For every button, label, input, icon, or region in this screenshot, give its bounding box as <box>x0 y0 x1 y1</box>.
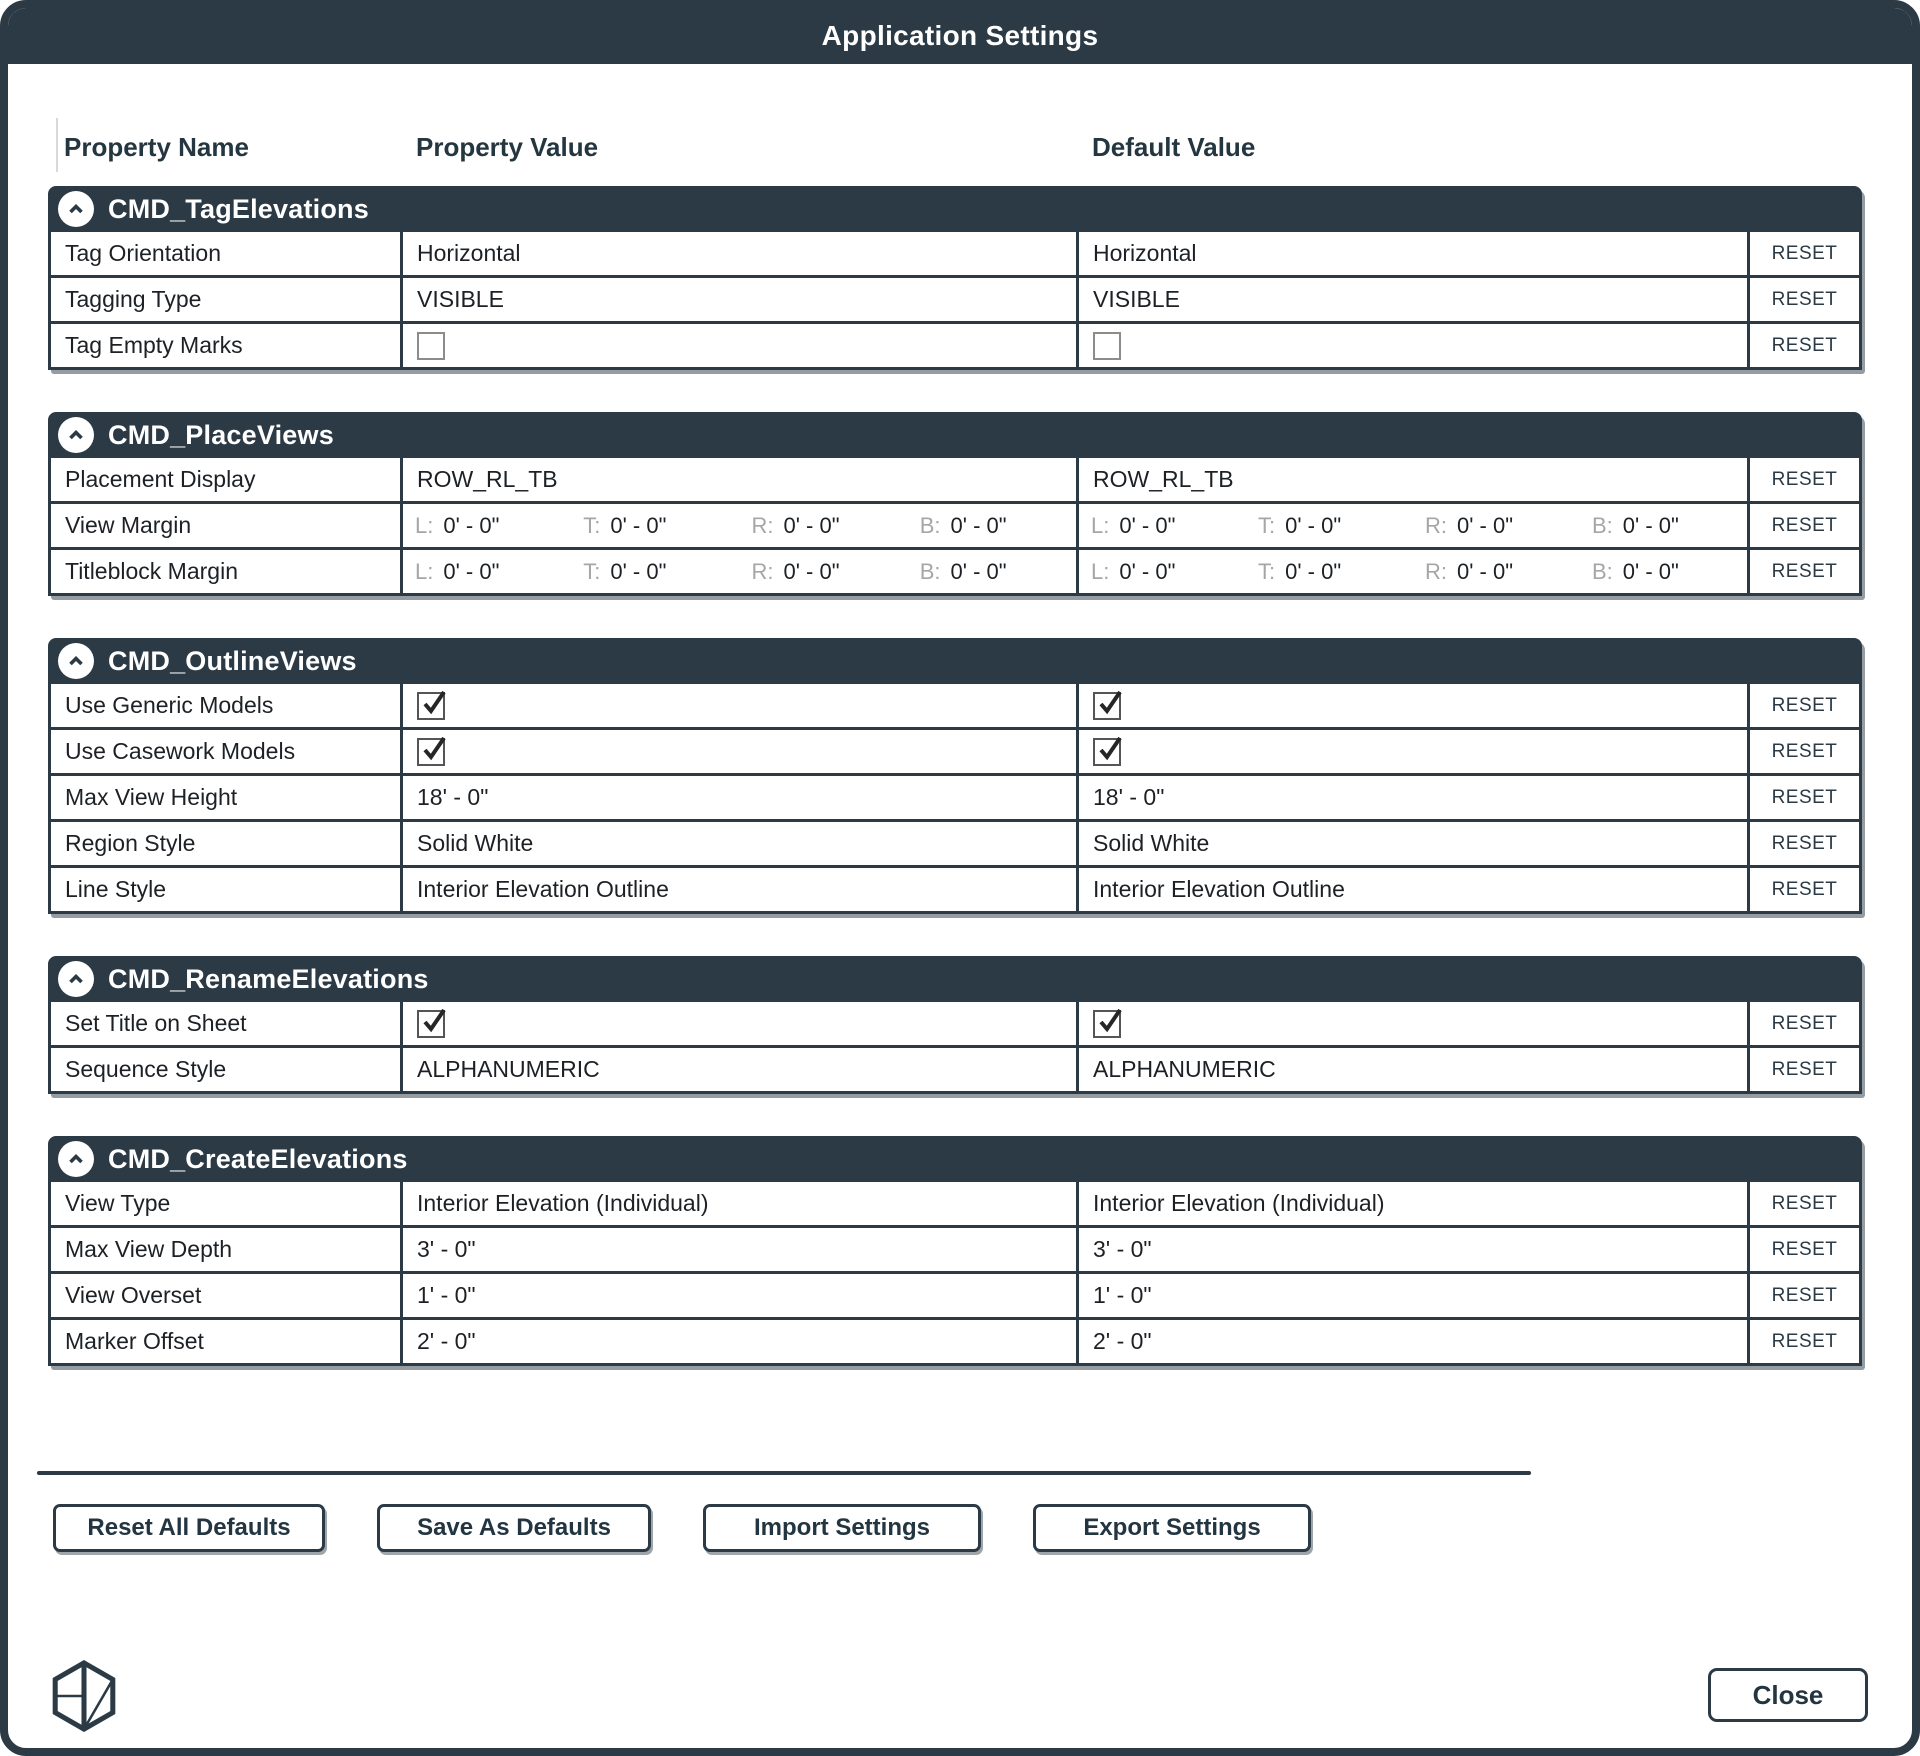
property-name-cell: Tagging Type <box>48 278 400 324</box>
margin-top-field[interactable] <box>571 559 739 585</box>
column-header-property-value: Property Value <box>416 132 599 162</box>
margin-label: B: <box>1592 512 1613 538</box>
reset-button[interactable]: RESET <box>1750 550 1862 596</box>
margin-top-field <box>1246 559 1413 585</box>
property-name-cell: Region Style <box>48 822 400 868</box>
property-value-cell[interactable]: ALPHANUMERIC <box>400 1048 1076 1094</box>
margin-left-field[interactable] <box>403 559 571 585</box>
table-row <box>48 1002 1862 1048</box>
table-row <box>48 232 1862 278</box>
section-header[interactable] <box>48 186 1862 232</box>
section-title: CMD_CreateElevations <box>108 1143 408 1174</box>
margin-value: 0' - 0" <box>1457 512 1514 538</box>
section-cmd-placeviews <box>48 412 1862 596</box>
table-row <box>48 550 1862 596</box>
margin-value: 0' - 0" <box>1119 558 1176 584</box>
property-name-cell: View Overset <box>48 1274 400 1320</box>
margin-label: R: <box>751 558 774 584</box>
margin-label: B: <box>919 558 941 584</box>
margin-label: L: <box>1091 512 1110 538</box>
reset-button[interactable]: RESET <box>1750 458 1862 504</box>
margin-value: 0' - 0" <box>1285 558 1342 584</box>
reset-button[interactable]: RESET <box>1750 1048 1862 1094</box>
margin-label: L: <box>415 512 434 538</box>
section-header[interactable] <box>48 1136 1862 1182</box>
margin-right-field <box>1413 513 1580 539</box>
margin-top-field[interactable] <box>571 513 739 539</box>
default-value-cell: ALPHANUMERIC <box>1076 1048 1750 1094</box>
margin-left-field <box>1079 559 1246 585</box>
property-name-cell: Max View Depth <box>48 1228 400 1274</box>
table-row <box>48 1182 1862 1228</box>
footer-divider <box>37 1471 1531 1475</box>
section-header[interactable] <box>48 956 1862 1002</box>
property-name-cell: Line Style <box>48 868 400 914</box>
checkbox[interactable] <box>417 692 445 720</box>
default-value-cell <box>1076 504 1750 550</box>
margin-label: R: <box>1425 512 1447 538</box>
collapse-chevron-up-icon[interactable] <box>58 191 94 227</box>
reset-button[interactable]: RESET <box>1750 684 1862 730</box>
property-value-cell[interactable]: Interior Elevation Outline <box>400 868 1076 914</box>
table-row <box>48 868 1862 914</box>
margin-value: 0' - 0" <box>1622 512 1679 538</box>
margin-label: T: <box>583 558 601 584</box>
margin-value: 0' - 0" <box>950 558 1007 584</box>
checkbox <box>1093 738 1121 766</box>
property-value-cell <box>400 504 1076 550</box>
margin-label: T: <box>1258 558 1276 584</box>
section-title: CMD_TagElevations <box>108 193 369 224</box>
margin-top-field <box>1246 513 1413 539</box>
default-value-cell: Solid White <box>1076 822 1750 868</box>
margin-label: L: <box>415 558 434 584</box>
export-settings-button[interactable]: Export Settings <box>1033 1504 1311 1552</box>
default-value-cell: Horizontal <box>1076 232 1750 278</box>
default-value-cell: 3' - 0" <box>1076 1228 1750 1274</box>
reset-button[interactable]: RESET <box>1750 1228 1862 1274</box>
margin-value: 0' - 0" <box>1285 512 1342 538</box>
property-name-cell: Use Casework Models <box>48 730 400 776</box>
table-row <box>48 1320 1862 1366</box>
property-name-cell: View Margin <box>48 504 400 550</box>
reset-button[interactable]: RESET <box>1750 504 1862 550</box>
property-value-cell[interactable]: 3' - 0" <box>400 1228 1076 1274</box>
reset-all-defaults-button[interactable]: Reset All Defaults <box>53 1504 325 1552</box>
margin-value: 0' - 0" <box>443 558 500 584</box>
property-value-cell <box>400 684 1076 730</box>
property-name-cell: Sequence Style <box>48 1048 400 1094</box>
default-value-cell <box>1076 1002 1750 1048</box>
margin-right-field <box>1413 559 1580 585</box>
margin-label: B: <box>1592 558 1613 584</box>
property-name-cell: Max View Height <box>48 776 400 822</box>
margin-label: L: <box>1091 558 1110 584</box>
collapse-chevron-up-icon[interactable] <box>58 1141 94 1177</box>
margin-value: 0' - 0" <box>783 512 840 538</box>
checkbox <box>1093 692 1121 720</box>
reset-button[interactable]: RESET <box>1750 868 1862 914</box>
margin-right-field[interactable] <box>740 559 908 585</box>
dialog-titlebar[interactable] <box>8 8 1912 64</box>
property-name-cell: Set Title on Sheet <box>48 1002 400 1048</box>
column-headers-row <box>48 120 1862 186</box>
property-value-cell <box>400 550 1076 596</box>
reset-button[interactable]: RESET <box>1750 1002 1862 1048</box>
checkbox <box>1093 332 1121 360</box>
margin-label: B: <box>919 512 941 538</box>
reset-button[interactable]: RESET <box>1750 1182 1862 1228</box>
margin-value: 0' - 0" <box>950 512 1007 538</box>
table-row <box>48 1228 1862 1274</box>
table-row <box>48 684 1862 730</box>
default-value-cell: ROW_RL_TB <box>1076 458 1750 504</box>
reset-button[interactable]: RESET <box>1750 1274 1862 1320</box>
column-header-property-name: Property Name <box>64 132 249 162</box>
section-title: CMD_OutlineViews <box>108 645 357 676</box>
default-value-cell <box>1076 684 1750 730</box>
collapse-chevron-up-icon[interactable] <box>58 643 94 679</box>
property-name-cell: Titleblock Margin <box>48 550 400 596</box>
property-value-cell <box>400 730 1076 776</box>
property-name-cell: Marker Offset <box>48 1320 400 1366</box>
margin-value: 0' - 0" <box>783 558 840 584</box>
default-value-cell: Interior Elevation Outline <box>1076 868 1750 914</box>
margin-bottom-field[interactable] <box>908 513 1076 539</box>
column-header-default-value: Default Value <box>1092 132 1256 162</box>
default-value-cell: 1' - 0" <box>1076 1274 1750 1320</box>
reset-button[interactable]: RESET <box>1750 822 1862 868</box>
collapse-chevron-up-icon[interactable] <box>58 417 94 453</box>
margin-label: T: <box>583 512 601 538</box>
footer-buttons <box>53 1504 1311 1552</box>
table-row <box>48 822 1862 868</box>
section-cmd-createelevations <box>48 1136 1862 1366</box>
section-title: CMD_PlaceViews <box>108 419 334 450</box>
checkbox[interactable] <box>417 332 445 360</box>
default-value-cell: Interior Elevation (Individual) <box>1076 1182 1750 1228</box>
margin-left-field <box>1079 513 1246 539</box>
table-row <box>48 278 1862 324</box>
margin-value: 0' - 0" <box>1119 512 1176 538</box>
margin-label: T: <box>1258 512 1276 538</box>
margin-left-field[interactable] <box>403 513 571 539</box>
table-row <box>48 1274 1862 1320</box>
collapse-chevron-up-icon[interactable] <box>58 961 94 997</box>
default-value-cell: 2' - 0" <box>1076 1320 1750 1366</box>
table-row <box>48 1048 1862 1094</box>
default-value-cell <box>1076 550 1750 596</box>
margin-bottom-field <box>1580 559 1747 585</box>
table-row <box>48 776 1862 822</box>
property-name-cell: Use Generic Models <box>48 684 400 730</box>
section-header[interactable] <box>48 638 1862 684</box>
margin-value: 0' - 0" <box>443 512 500 538</box>
default-value-cell <box>1076 730 1750 776</box>
property-value-cell[interactable]: 1' - 0" <box>400 1274 1076 1320</box>
property-value-cell[interactable]: Solid White <box>400 822 1076 868</box>
property-value-cell[interactable]: 18' - 0" <box>400 776 1076 822</box>
section-header[interactable] <box>48 412 1862 458</box>
save-as-defaults-button[interactable]: Save As Defaults <box>377 1504 651 1552</box>
reset-button[interactable]: RESET <box>1750 232 1862 278</box>
hexagon-logo-icon <box>48 1660 120 1732</box>
section-title: CMD_RenameElevations <box>108 963 429 994</box>
property-value-cell[interactable]: Interior Elevation (Individual) <box>400 1182 1076 1228</box>
margin-right-field[interactable] <box>740 513 908 539</box>
property-value-cell <box>400 324 1076 370</box>
reset-button[interactable]: RESET <box>1750 324 1862 370</box>
section-cmd-renameelevations <box>48 956 1862 1094</box>
reset-button[interactable]: RESET <box>1750 776 1862 822</box>
table-row <box>48 730 1862 776</box>
section-cmd-tagelevations <box>48 186 1862 370</box>
table-row <box>48 458 1862 504</box>
reset-button[interactable]: RESET <box>1750 278 1862 324</box>
checkbox[interactable] <box>417 738 445 766</box>
default-value-cell: 18' - 0" <box>1076 776 1750 822</box>
property-name-cell: Placement Display <box>48 458 400 504</box>
checkbox[interactable] <box>417 1010 445 1038</box>
margin-value: 0' - 0" <box>1622 558 1679 584</box>
property-name-cell: Tag Orientation <box>48 232 400 278</box>
section-cmd-outlineviews <box>48 638 1862 914</box>
property-value-cell[interactable]: Horizontal <box>400 232 1076 278</box>
settings-content <box>48 64 1862 1408</box>
margin-value: 0' - 0" <box>610 512 667 538</box>
reset-button[interactable]: RESET <box>1750 730 1862 776</box>
property-value-cell[interactable]: 2' - 0" <box>400 1320 1076 1366</box>
margin-bottom-field[interactable] <box>908 559 1076 585</box>
property-name-cell: Tag Empty Marks <box>48 324 400 370</box>
table-row <box>48 504 1862 550</box>
margin-value: 0' - 0" <box>610 558 667 584</box>
property-value-cell[interactable]: VISIBLE <box>400 278 1076 324</box>
checkbox <box>1093 1010 1121 1038</box>
close-button[interactable]: Close <box>1708 1668 1868 1722</box>
table-row <box>48 324 1862 370</box>
margin-label: R: <box>1425 558 1447 584</box>
default-value-cell: VISIBLE <box>1076 278 1750 324</box>
margin-value: 0' - 0" <box>1457 558 1514 584</box>
property-name-cell: View Type <box>48 1182 400 1228</box>
margin-bottom-field <box>1580 513 1747 539</box>
import-settings-button[interactable]: Import Settings <box>703 1504 981 1552</box>
margin-label: R: <box>751 512 774 538</box>
property-value-cell <box>400 1002 1076 1048</box>
property-value-cell[interactable]: ROW_RL_TB <box>400 458 1076 504</box>
dialog-title: Application Settings <box>821 20 1099 51</box>
default-value-cell <box>1076 324 1750 370</box>
reset-button[interactable]: RESET <box>1750 1320 1862 1366</box>
